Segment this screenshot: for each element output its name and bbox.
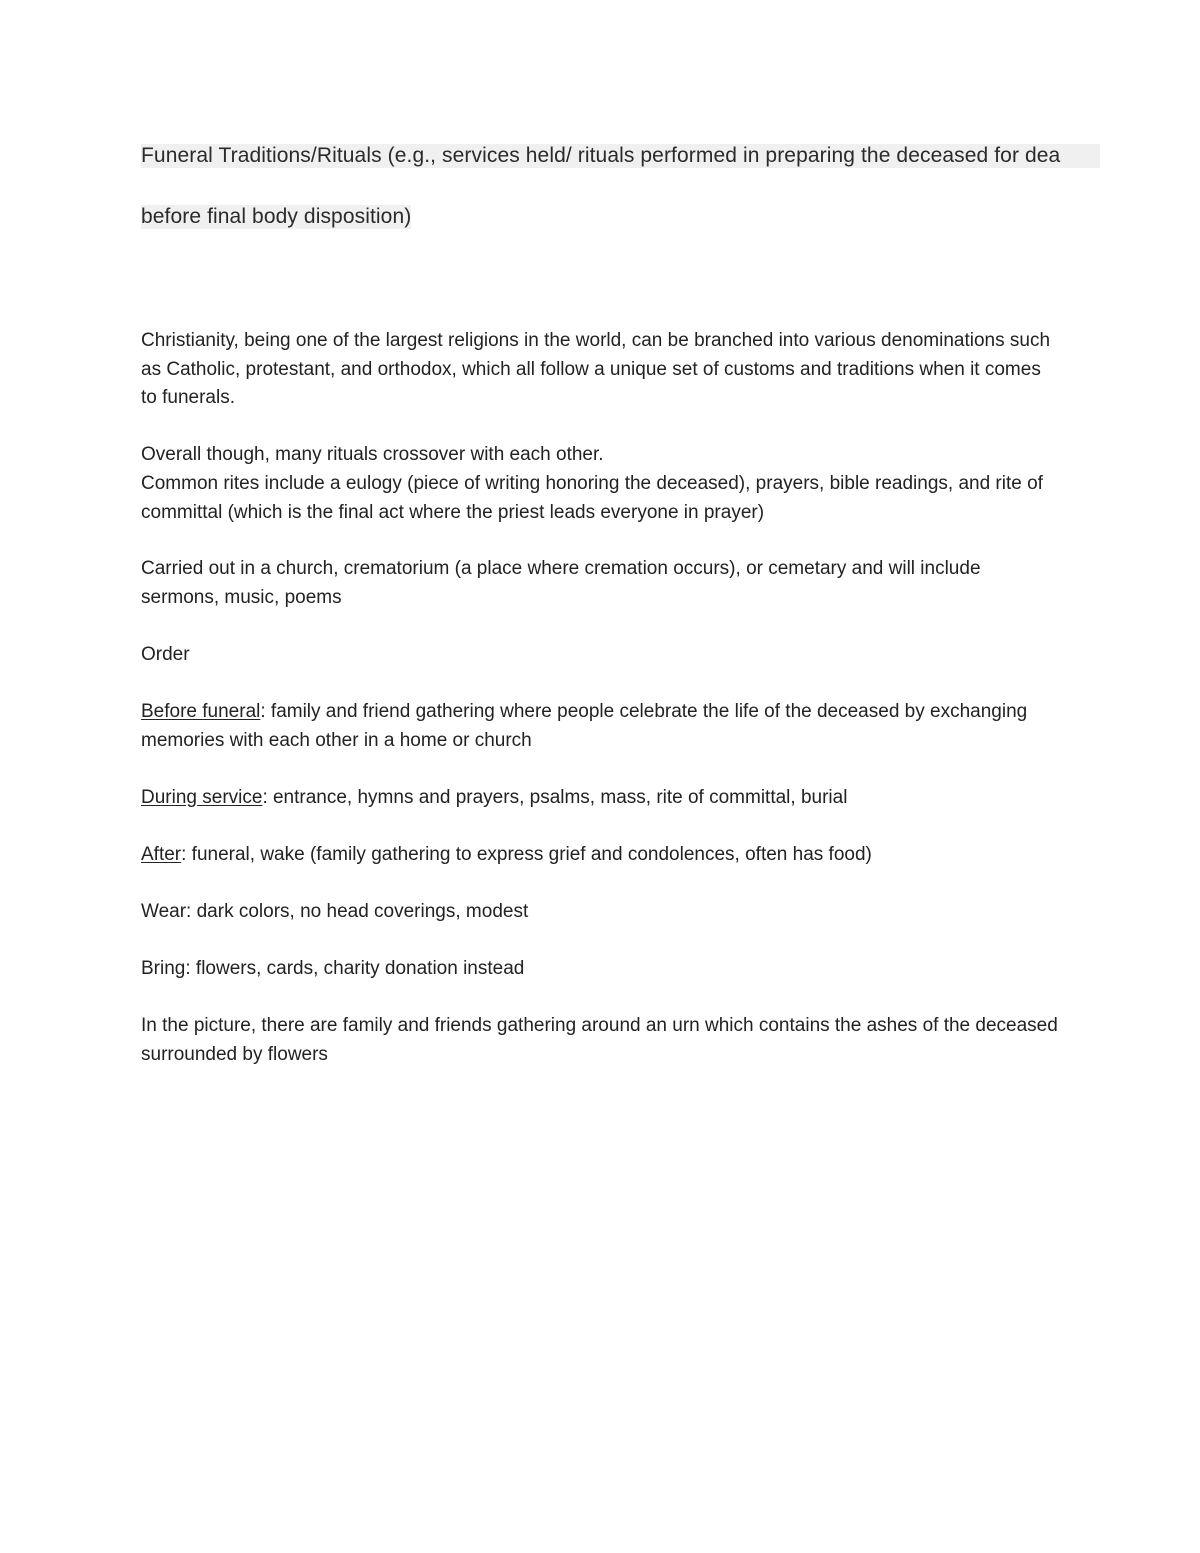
during-service-label: During service xyxy=(141,787,263,808)
during-service-paragraph xyxy=(141,784,1061,813)
after-label: After xyxy=(141,844,182,865)
heading-line-1: Funeral Traditions/Rituals (e.g., services held/ rituals performed in preparing the deceased for dea xyxy=(141,144,1100,168)
common-rites-paragraph: Common rites include a eulogy (piece of writing honoring the deceased), prayers, bible readings, and rite of committal (which is the final act where the priest leads everyone in prayer) xyxy=(141,473,1043,523)
after-paragraph xyxy=(141,841,1061,870)
after-text: : funeral, wake (family gathering to express grief and condolences, often has food) xyxy=(181,844,872,865)
overall-paragraph: Overall though, many rituals crossover with each other. xyxy=(141,444,604,465)
wear-paragraph: Wear: dark colors, no head coverings, modest xyxy=(141,901,529,922)
during-service-text: : entrance, hymns and prayers, psalms, mass, rite of committal, burial xyxy=(262,787,848,808)
picture-paragraph: In the picture, there are family and friends gathering around an urn which contains the ashes of the deceased surrounded by flowers xyxy=(141,1015,1058,1065)
before-funeral-label: Before funeral xyxy=(141,701,261,722)
heading-line-2: before final body disposition) xyxy=(141,205,412,228)
location-paragraph: Carried out in a church, crematorium (a place where cremation occurs), or cemetary and will include sermons, music, poems xyxy=(141,558,981,608)
order-heading: Order xyxy=(141,644,190,665)
bring-paragraph: Bring: flowers, cards, charity donation instead xyxy=(141,958,525,979)
before-funeral-text: : family and friend gathering where people celebrate the life of the deceased by exchanging memories with each other in a home or church xyxy=(141,701,1028,751)
before-funeral-paragraph xyxy=(141,698,1061,755)
intro-paragraph: Christianity, being one of the largest religions in the world, can be branched into various denominations such as Catholic, protestant, and orthodox, which all follow a unique set of customs and traditions when it comes to funerals. xyxy=(141,330,1051,408)
